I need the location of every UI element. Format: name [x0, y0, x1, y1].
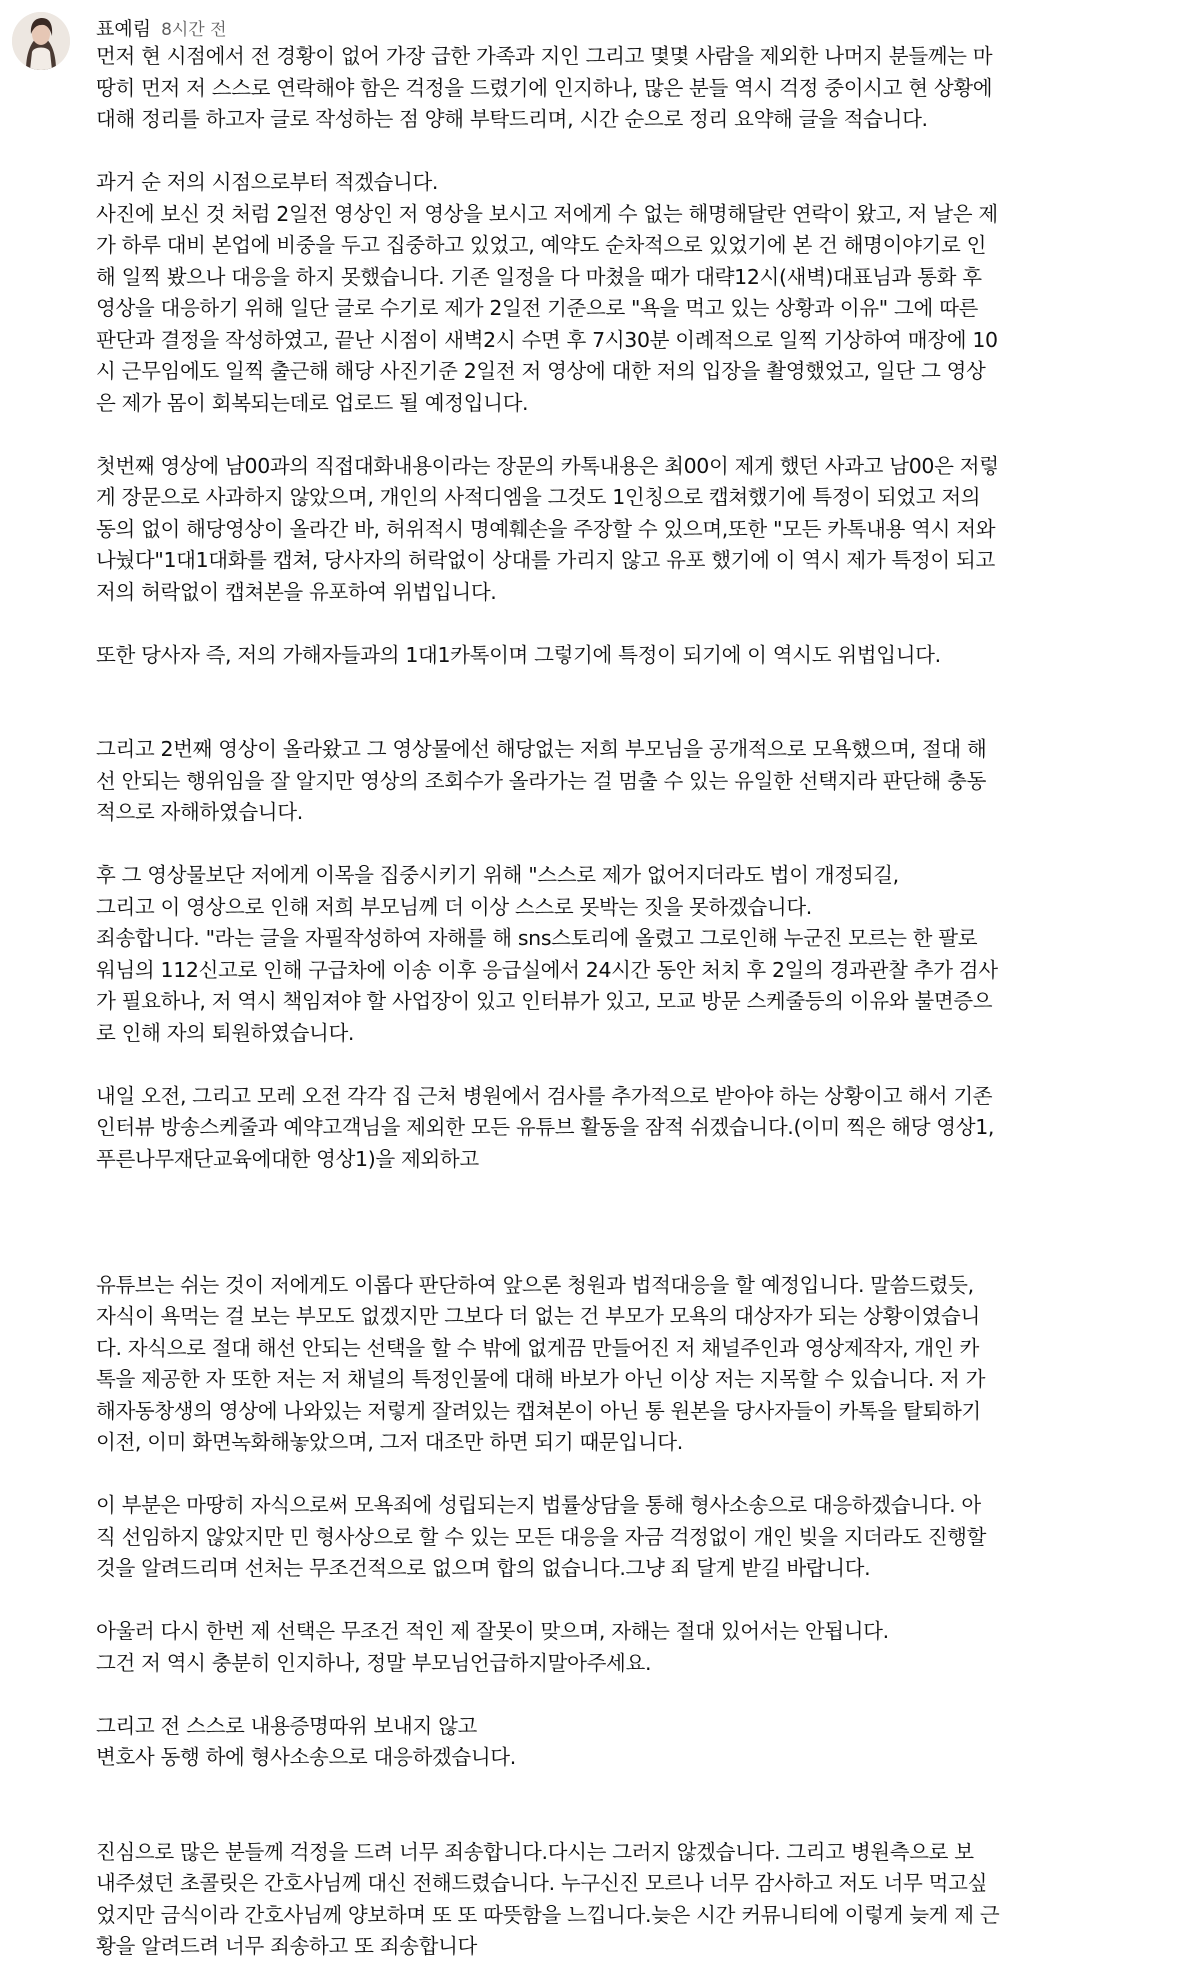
comment-line: 그리고 이 영상으로 인해 저희 부모님께 더 이상 스스로 못박는 짓을 못하겠습니다.	[96, 894, 812, 919]
comment-line: 었지만 금식이라 간호사님께 양보하며 또 또 따뜻함을 느낍니다.늦은 시간 커뮤니티에 이렇게 늦게 제 근	[96, 1902, 1000, 1927]
paragraph-gap	[96, 1679, 1191, 1711]
comment-line: 다. 자식으로 절대 해선 안되는 선택을 할 수 밖에 없게끔 만들어진 저 채널주인과 영상제작자, 개인 카	[96, 1335, 979, 1360]
comment-line: 진심으로 많은 분들께 걱정을 드려 너무 죄송합니다.다시는 그러지 않겠습니다. 그리고 병원측으로 보	[96, 1839, 974, 1864]
comment-line: 후 그 영상물보단 저에게 이목을 집중시키기 위해 "스스로 제가 없어지더라도 법이 개정되길,	[96, 863, 899, 887]
comment-author[interactable]: 표예림	[96, 17, 152, 40]
paragraph-gap	[96, 671, 1191, 703]
paragraph-gap	[96, 1459, 1191, 1491]
paragraph-gap	[96, 829, 1191, 861]
comment-line: 은 제가 몸이 회복되는데로 업로드 될 예정입니다.	[96, 390, 529, 415]
paragraph-gap	[96, 1774, 1191, 1806]
comment-line: 가 하루 대비 본업에 비중을 두고 집중하고 있었고, 예약도 순차적으로 있었기에 본 건 해명이야기로 인	[96, 233, 987, 257]
comment-line: 아울러 다시 한번 제 선택은 무조건 적인 제 잘못이 맞으며, 자해는 절대 있어서는 안됩니다.	[96, 1619, 889, 1643]
comment-line: 워님의 112신고로 인해 구급차에 이송 이후 응급실에서 24시간 동안 처치 후 2일의 경과관찰 추가 검사	[96, 957, 998, 982]
paragraph-gap	[96, 1207, 1191, 1239]
comment-line: 선 안되는 행위임을 잘 알지만 영상의 조회수가 올라가는 걸 멈출 수 있는 유일한 선택지라 판단해 충동	[96, 768, 987, 793]
comment-line: 톡을 제공한 자 또한 저는 저 채널의 특정인물에 대해 바보가 아닌 이상 저는 지목할 수 있습니다. 저 가	[96, 1367, 986, 1391]
comment-line: 영상을 대응하기 위해 일단 글로 수기로 제가 2일전 기준으로 "욕을 먹고 있는 상황과 이유" 그에 따른	[96, 296, 979, 320]
comment-line: 그리고 전 스스로 내용증명따위 보내지 않고	[96, 1713, 477, 1738]
comment-line: 이전, 이미 화면녹화해놓았으며, 그저 대조만 하면 되기 때문입니다.	[96, 1430, 683, 1454]
comment-line: 그리고 2번째 영상이 올라왔고 그 영상물에선 해당없는 저희 부모님을 공개적으로 모욕했으며, 절대 해	[96, 737, 987, 761]
comment-line: 죄송합니다. "라는 글을 자필작성하여 자해를 해 sns스토리에 올렸고 그로인해 누군진 모르는 한 팔로	[96, 926, 978, 950]
paragraph-gap	[96, 1805, 1191, 1837]
comment-line: 땅히 먼저 저 스스로 연락해야 함은 걱정을 드렸기에 인지하나, 많은 분들 역시 걱정 중이시고 현 상황에	[96, 75, 993, 100]
comment-line: 또한 당사자 즉, 저의 가해자들과의 1대1카톡이며 그렇기에 특정이 되기에 이 역시도 위법입니다.	[96, 642, 941, 667]
comment-line: 이 부분은 마땅히 자식으로써 모욕죄에 성립되는지 법률상담을 통해 형사소송으로 대응하겠습니다. 아	[96, 1493, 981, 1517]
comment-timestamp[interactable]: 8시간 전	[161, 19, 227, 40]
comment-line: 먼저 현 시점에서 전 경황이 없어 가장 급한 가족과 지인 그리고 몇몇 사람을 제외한 나머지 분들께는 마	[96, 44, 993, 68]
comment-line: 직 선임하지 않았지만 민 형사상으로 할 수 있는 모든 대응을 자금 걱정없이 개인 빚을 지더라도 진행할	[96, 1524, 987, 1549]
comment-line: 시 근무임에도 일찍 출근해 해당 사진기준 2일전 저 영상에 대한 저의 입장을 촬영했었고, 일단 그 영상	[96, 359, 986, 383]
comment-line: 과거 순 저의 시점으로부터 적겠습니다.	[96, 170, 439, 194]
paragraph-gap	[96, 1238, 1191, 1270]
comment-line: 가 필요하나, 저 역시 책임져야 할 사업장이 있고 인터뷰가 있고, 모교 방문 스케줄등의 이유와 불면증으	[96, 989, 993, 1013]
paragraph-gap	[96, 1175, 1191, 1207]
comment-text	[96, 41, 1191, 1963]
comment-line: 판단과 결정을 작성하였고, 끝난 시점이 새벽2시 수면 후 7시30분 이례적으로 일찍 기상하여 매장에 10	[96, 327, 998, 352]
paragraph-gap	[96, 419, 1191, 451]
comment-line: 첫번째 영상에 남00과의 직접대화내용이라는 장문의 카톡내용은 최00이 제게 했던 사과고 남00은 저렇	[96, 453, 999, 478]
comment-line: 나눴다"1대1대화를 캡쳐, 당사자의 허락없이 상대를 가리지 않고 유포 했기에 이 역시 제가 특정이 되고	[96, 548, 995, 572]
comment-line: 대해 정리를 하고자 글로 작성하는 점 양해 부탁드리며, 시간 순으로 정리 요약해 글을 적습니다.	[96, 107, 928, 131]
paragraph-gap	[96, 136, 1191, 168]
paragraph-gap	[96, 1049, 1191, 1081]
paragraph-gap	[96, 1585, 1191, 1617]
comment-line: 게 장문으로 사과하지 않았으며, 개인의 사적디엠을 그것도 1인칭으로 캡쳐했기에 특정이 되었고 저의	[96, 485, 981, 509]
comment-line: 유튜브는 쉬는 것이 저에게도 이롭다 판단하여 앞으론 청원과 법적대응을 할 예정입니다. 말씀드렸듯,	[96, 1272, 974, 1297]
comment-line: 해자동창생의 영상에 나와있는 저렇게 잘려있는 캡쳐본이 아닌 통 원본을 당사자들이 카톡을 탈퇴하기	[96, 1398, 981, 1423]
avatar[interactable]	[12, 12, 70, 70]
comment-line: 내주셨던 초콜릿은 간호사님께 대신 전해드렸습니다. 누구신진 모르나 너무 감사하고 저도 너무 먹고싶	[96, 1871, 988, 1895]
comment-line: 해 일찍 봤으나 대응을 하지 못했습니다. 기존 일정을 다 마쳤을 때가 대략12시(새벽)대표님과 통화 후	[96, 264, 982, 289]
paragraph-gap	[96, 703, 1191, 735]
comment-line: 그건 저 역시 충분히 인지하나, 정말 부모님언급하지말아주세요.	[96, 1650, 652, 1675]
comment-line: 사진에 보신 것 처럼 2일전 영상인 저 영상을 보시고 저에게 수 없는 해명해달란 연락이 왔고, 저 날은 제	[96, 201, 998, 226]
comment-line: 저의 허락없이 캡쳐본을 유포하여 위법입니다.	[96, 579, 497, 604]
comment-line: 인터뷰 방송스케줄과 예약고객님을 제외한 모든 유튜브 활동을 잠적 쉬겠습니다.(이미 찍은 해당 영상1,	[96, 1115, 995, 1139]
paragraph-gap	[96, 608, 1191, 640]
comment-line: 푸른나무재단교육에대한 영상1)을 제외하고	[96, 1146, 479, 1171]
profile-photo-icon	[12, 12, 70, 70]
comment-line: 것을 알려드리며 선처는 무조건적으로 없으며 합의 없습니다.그냥 죄 달게 받길 바랍니다.	[96, 1556, 871, 1580]
comment-line: 로 인해 자의 퇴원하였습니다.	[96, 1020, 355, 1045]
comment-line: 자식이 욕먹는 걸 보는 부모도 없겠지만 그보다 더 없는 건 부모가 모욕의 대상자가 되는 상황이였습니	[96, 1304, 980, 1328]
comment-line: 적으로 자해하였습니다.	[96, 800, 303, 824]
comment-header	[96, 12, 227, 42]
comment-line: 변호사 동행 하에 형사소송으로 대응하겠습니다.	[96, 1745, 516, 1769]
comment-line: 내일 오전, 그리고 모레 오전 각각 집 근처 병원에서 검사를 추가적으로 받아야 하는 상황이고 해서 기존	[96, 1083, 993, 1108]
comment-line: 황을 알려드려 너무 죄송하고 또 죄송합니다	[96, 1934, 477, 1958]
comment-line: 동의 없이 해당영상이 올라간 바, 허위적시 명예훼손을 주장할 수 있으며,또한 "모든 카톡내용 역시 저와	[96, 516, 996, 541]
